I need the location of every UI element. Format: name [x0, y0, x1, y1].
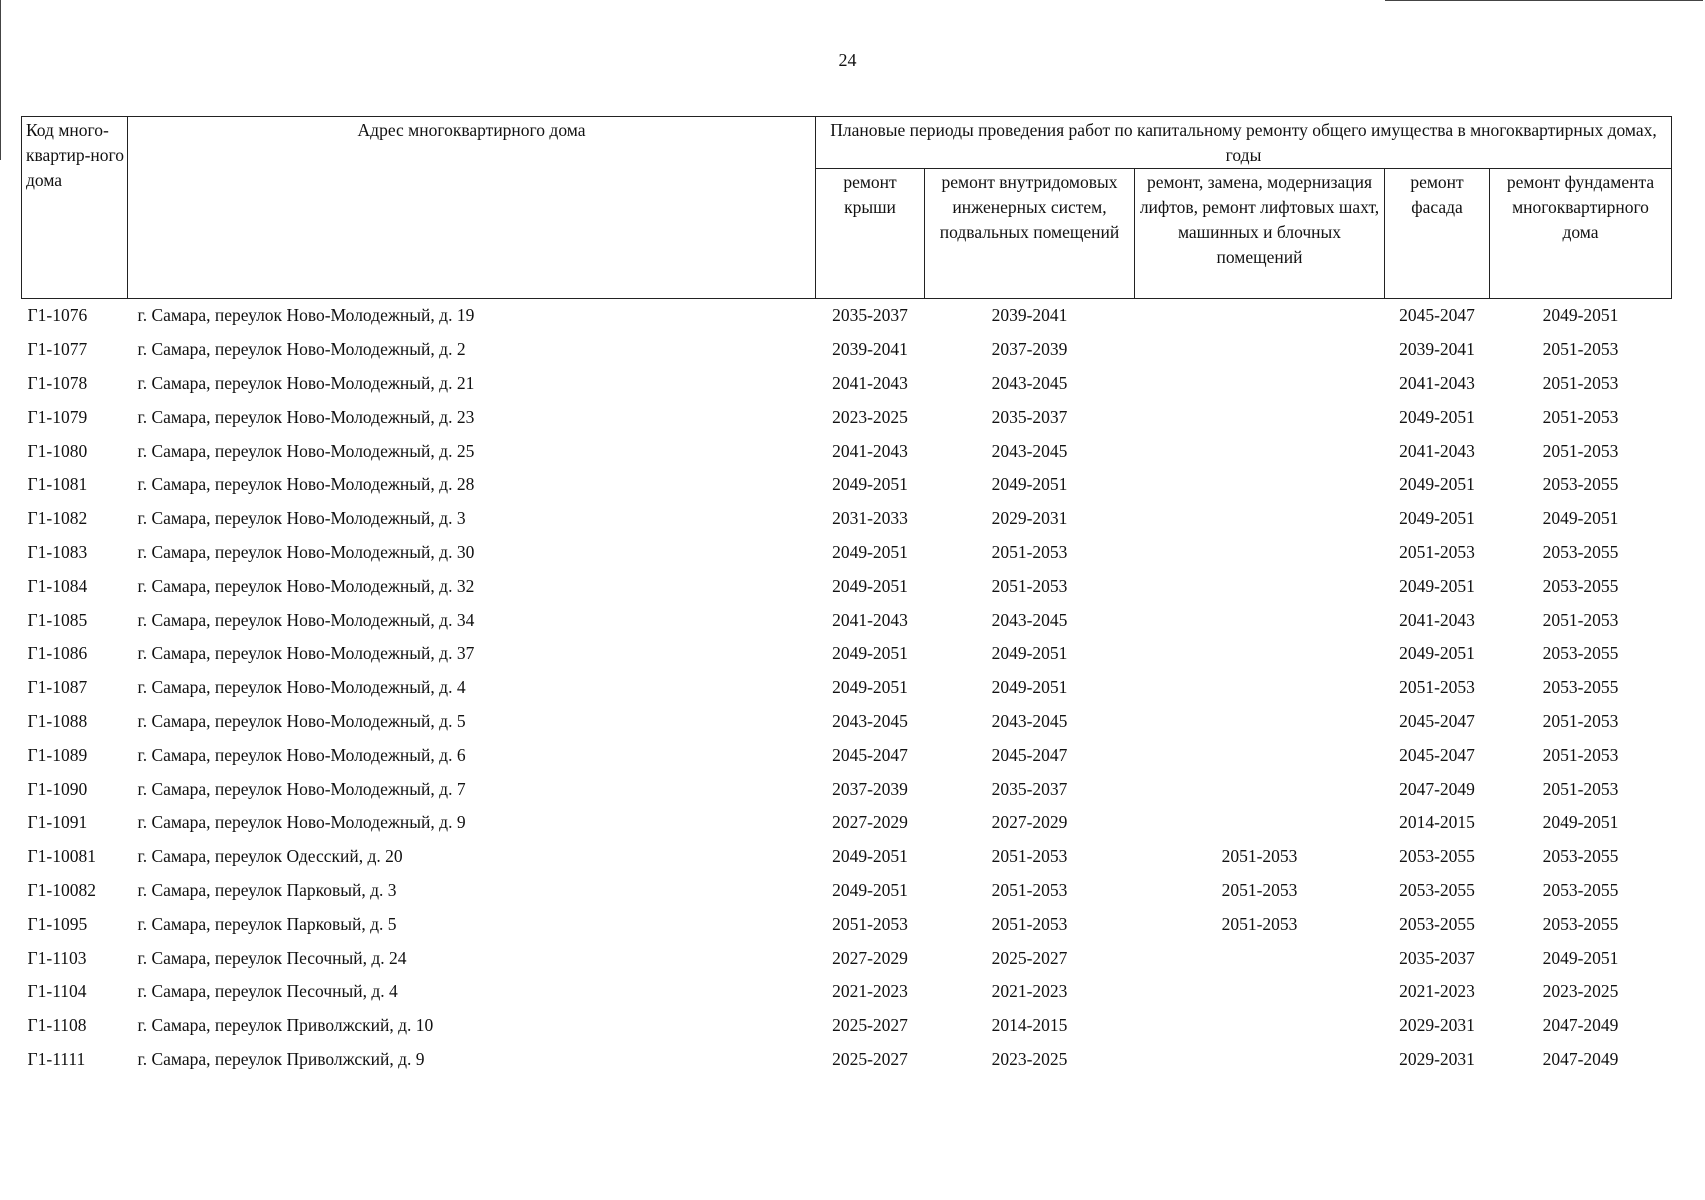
- table-row: [22, 671, 1672, 705]
- cell-roof: 2041-2043: [832, 609, 908, 630]
- cell-address: г. Самара, переулок Ново-Молодежный, д. 23: [137, 406, 475, 427]
- cell-address: г. Самара, переулок Приволжский, д. 10: [137, 1015, 434, 1036]
- cell-foundation: 2053-2055: [1542, 677, 1619, 698]
- cell-roof: 2021-2023: [832, 981, 908, 1002]
- cell-foundation: 2049-2051: [1542, 305, 1619, 326]
- cell-address: г. Самара, переулок Ново-Молодежный, д. 6: [137, 744, 466, 765]
- cell-code: Г1-1081: [27, 474, 88, 495]
- cell-roof: 2025-2027: [832, 1015, 908, 1036]
- cell-facade: 2053-2055: [1399, 913, 1475, 934]
- cell-code: Г1-1080: [27, 440, 88, 461]
- cell-roof: 2027-2029: [832, 812, 908, 833]
- cell-code: Г1-1077: [27, 339, 88, 360]
- cell-address: г. Самара, переулок Песочный, д. 4: [137, 981, 398, 1002]
- cell-systems: 2051-2053: [991, 575, 1068, 596]
- table-row: [22, 1043, 1672, 1077]
- cell-systems: 2051-2053: [991, 913, 1068, 934]
- cell-lifts: [1135, 738, 1385, 772]
- cell-code: Г1-1079: [27, 406, 88, 427]
- cell-lifts: [1135, 502, 1385, 536]
- table-row: [22, 502, 1672, 536]
- cell-systems: 2039-2041: [991, 305, 1068, 326]
- cell-systems: 2043-2045: [991, 372, 1068, 393]
- cell-address: г. Самара, переулок Ново-Молодежный, д. 37: [137, 643, 475, 664]
- cell-lifts: [1135, 637, 1385, 671]
- cell-facade: 2045-2047: [1399, 710, 1475, 731]
- cell-foundation: 2051-2053: [1542, 778, 1619, 799]
- table-row: [22, 333, 1672, 367]
- cell-facade: 2049-2051: [1399, 508, 1475, 529]
- cell-roof: 2043-2045: [832, 710, 908, 731]
- capital-repair-schedule-table: [21, 116, 1672, 1076]
- cell-lifts: [1135, 603, 1385, 637]
- header-systems: ремонт внутридомовых инженерных систем, подвальных помещений: [925, 169, 1135, 299]
- cell-address: г. Самара, переулок Ново-Молодежный, д. 5: [137, 710, 466, 731]
- cell-roof: 2049-2051: [832, 541, 908, 562]
- cell-code: Г1-1085: [27, 609, 88, 630]
- cell-facade: 2051-2053: [1399, 677, 1475, 698]
- cell-facade: 2049-2051: [1399, 575, 1475, 596]
- cell-lifts: [1135, 569, 1385, 603]
- cell-lifts: [1135, 671, 1385, 705]
- cell-foundation: 2051-2053: [1542, 609, 1619, 630]
- cell-address: г. Самара, переулок Парковый, д. 3: [137, 879, 397, 900]
- header-periods-group: Плановые периоды проведения работ по капитальному ремонту общего имущества в многоквартирных домах, годы: [816, 117, 1672, 169]
- cell-facade: 2049-2051: [1399, 474, 1475, 495]
- table-row: [22, 806, 1672, 840]
- cell-code: Г1-1108: [27, 1015, 87, 1036]
- cell-foundation: 2049-2051: [1542, 947, 1619, 968]
- cell-facade: 2051-2053: [1399, 541, 1475, 562]
- cell-roof: 2023-2025: [832, 406, 908, 427]
- cell-lifts: [1135, 1043, 1385, 1077]
- cell-address: г. Самара, переулок Ново-Молодежный, д. 7: [137, 778, 466, 799]
- cell-code: Г1-1083: [27, 541, 88, 562]
- cell-roof: 2049-2051: [832, 677, 908, 698]
- table-row: [22, 637, 1672, 671]
- cell-systems: 2045-2047: [991, 744, 1068, 765]
- cell-address: г. Самара, переулок Приволжский, д. 9: [137, 1048, 425, 1069]
- cell-systems: 2025-2027: [991, 947, 1068, 968]
- cell-facade: 2041-2043: [1399, 609, 1475, 630]
- cell-address: г. Самара, переулок Ново-Молодежный, д. 4: [137, 677, 466, 698]
- cell-facade: 2047-2049: [1399, 778, 1475, 799]
- table-row: [22, 705, 1672, 739]
- table-row: [22, 907, 1672, 941]
- header-lifts: ремонт, замена, модернизация лифтов, ремонт лифтовых шахт, машинных и блочных помещений: [1135, 169, 1385, 299]
- cell-facade: 2029-2031: [1399, 1015, 1475, 1036]
- cell-foundation: 2051-2053: [1542, 744, 1619, 765]
- cell-systems: 2027-2029: [991, 812, 1068, 833]
- cell-lifts: [1135, 299, 1385, 333]
- table-row: [22, 738, 1672, 772]
- scan-edge-top-right: [1385, 0, 1703, 1]
- table-body: [22, 299, 1672, 1077]
- cell-foundation: 2053-2055: [1542, 541, 1619, 562]
- cell-systems: 2035-2037: [991, 406, 1068, 427]
- cell-code: Г1-10082: [27, 879, 96, 900]
- cell-lifts: [1135, 536, 1385, 570]
- cell-code: Г1-1090: [27, 778, 88, 799]
- cell-lifts: [1135, 367, 1385, 401]
- cell-roof: 2051-2053: [832, 913, 908, 934]
- cell-foundation: 2051-2053: [1542, 440, 1619, 461]
- table-row: [22, 434, 1672, 468]
- table-row: [22, 772, 1672, 806]
- table-row: [22, 941, 1672, 975]
- cell-address: г. Самара, переулок Ново-Молодежный, д. 30: [137, 541, 475, 562]
- cell-address: г. Самара, переулок Ново-Молодежный, д. 3: [137, 508, 466, 529]
- cell-roof: 2045-2047: [832, 744, 908, 765]
- cell-systems: 2043-2045: [991, 609, 1068, 630]
- cell-facade: 2049-2051: [1399, 643, 1475, 664]
- cell-systems: 2049-2051: [991, 643, 1068, 664]
- cell-address: г. Самара, переулок Ново-Молодежный, д. 32: [137, 575, 475, 596]
- cell-facade: 2029-2031: [1399, 1048, 1475, 1069]
- cell-systems: 2051-2053: [991, 879, 1068, 900]
- cell-roof: 2049-2051: [832, 474, 908, 495]
- cell-systems: 2043-2045: [991, 710, 1068, 731]
- table-row: [22, 874, 1672, 908]
- cell-lifts: [1135, 941, 1385, 975]
- page-number: 24: [838, 50, 857, 70]
- cell-address: г. Самара, переулок Одесский, д. 20: [137, 846, 403, 867]
- cell-foundation: 2053-2055: [1542, 643, 1619, 664]
- cell-foundation: 2023-2025: [1542, 981, 1619, 1002]
- table-row: [22, 367, 1672, 401]
- cell-code: Г1-1111: [27, 1048, 86, 1069]
- cell-lifts: [1135, 400, 1385, 434]
- cell-roof: 2025-2027: [832, 1048, 908, 1069]
- cell-roof: 2037-2039: [832, 778, 908, 799]
- cell-facade: 2021-2023: [1399, 981, 1475, 1002]
- header-foundation: ремонт фундамента многоквартирного дома: [1490, 169, 1672, 299]
- cell-roof: 2035-2037: [832, 305, 908, 326]
- cell-code: Г1-1091: [27, 812, 88, 833]
- header-address: Адрес многоквартирного дома: [128, 117, 816, 299]
- table-row: [22, 536, 1672, 570]
- cell-foundation: 2051-2053: [1542, 406, 1619, 427]
- cell-foundation: 2053-2055: [1542, 474, 1619, 495]
- cell-foundation: 2053-2055: [1542, 575, 1619, 596]
- cell-code: Г1-1103: [27, 947, 87, 968]
- cell-facade: 2053-2055: [1399, 846, 1475, 867]
- cell-roof: 2041-2043: [832, 372, 908, 393]
- cell-systems: 2023-2025: [991, 1048, 1068, 1069]
- cell-address: г. Самара, переулок Ново-Молодежный, д. 2: [137, 339, 466, 360]
- cell-systems: 2051-2053: [991, 846, 1068, 867]
- cell-lifts: [1135, 333, 1385, 367]
- header-roof: ремонт крыши: [816, 169, 925, 299]
- cell-systems: 2049-2051: [991, 474, 1068, 495]
- scan-edge-left: [0, 0, 1, 160]
- cell-lifts: [1135, 468, 1385, 502]
- cell-roof: 2049-2051: [832, 846, 908, 867]
- cell-lifts: [1135, 434, 1385, 468]
- cell-roof: 2031-2033: [832, 508, 908, 529]
- cell-facade: 2045-2047: [1399, 305, 1475, 326]
- cell-foundation: 2049-2051: [1542, 812, 1619, 833]
- cell-lifts: [1135, 806, 1385, 840]
- table-row: [22, 468, 1672, 502]
- cell-foundation: 2051-2053: [1542, 710, 1619, 731]
- cell-lifts: 2051-2053: [1221, 879, 1298, 900]
- cell-code: Г1-1095: [27, 913, 88, 934]
- cell-systems: 2043-2045: [991, 440, 1068, 461]
- cell-facade: 2014-2015: [1399, 812, 1475, 833]
- cell-code: Г1-1089: [27, 744, 88, 765]
- cell-code: Г1-10081: [27, 846, 96, 867]
- cell-facade: 2041-2043: [1399, 440, 1475, 461]
- cell-facade: 2049-2051: [1399, 406, 1475, 427]
- cell-address: г. Самара, переулок Ново-Молодежный, д. 25: [137, 440, 475, 461]
- table-row: [22, 569, 1672, 603]
- cell-code: Г1-1088: [27, 710, 88, 731]
- cell-roof: 2041-2043: [832, 440, 908, 461]
- cell-foundation: 2047-2049: [1542, 1015, 1619, 1036]
- cell-foundation: 2053-2055: [1542, 913, 1619, 934]
- cell-facade: 2035-2037: [1399, 947, 1475, 968]
- table-row: [22, 1009, 1672, 1043]
- table-row: [22, 975, 1672, 1009]
- cell-foundation: 2047-2049: [1542, 1048, 1619, 1069]
- cell-facade: 2045-2047: [1399, 744, 1475, 765]
- cell-address: г. Самара, переулок Ново-Молодежный, д. 9: [137, 812, 466, 833]
- cell-lifts: [1135, 1009, 1385, 1043]
- cell-systems: 2014-2015: [991, 1015, 1068, 1036]
- cell-roof: 2039-2041: [832, 339, 908, 360]
- cell-systems: 2049-2051: [991, 677, 1068, 698]
- cell-address: г. Самара, переулок Ново-Молодежный, д. 28: [137, 474, 475, 495]
- cell-lifts: 2051-2053: [1221, 846, 1298, 867]
- cell-code: Г1-1084: [27, 575, 88, 596]
- cell-facade: 2039-2041: [1399, 339, 1475, 360]
- cell-address: г. Самара, переулок Парковый, д. 5: [137, 913, 397, 934]
- cell-systems: 2037-2039: [991, 339, 1068, 360]
- cell-code: Г1-1086: [27, 643, 88, 664]
- cell-roof: 2049-2051: [832, 643, 908, 664]
- header-code: Код много-квартир-ного дома: [22, 117, 128, 299]
- cell-lifts: [1135, 975, 1385, 1009]
- table-row: [22, 299, 1672, 333]
- table-row: [22, 603, 1672, 637]
- cell-systems: 2051-2053: [991, 541, 1068, 562]
- cell-facade: 2041-2043: [1399, 372, 1475, 393]
- cell-foundation: 2051-2053: [1542, 372, 1619, 393]
- cell-lifts: 2051-2053: [1221, 913, 1298, 934]
- table-row: [22, 840, 1672, 874]
- cell-foundation: 2051-2053: [1542, 339, 1619, 360]
- cell-code: Г1-1104: [27, 981, 87, 1002]
- cell-systems: 2021-2023: [991, 981, 1068, 1002]
- cell-roof: 2049-2051: [832, 879, 908, 900]
- cell-lifts: [1135, 705, 1385, 739]
- table-row: [22, 400, 1672, 434]
- cell-code: Г1-1087: [27, 677, 88, 698]
- cell-foundation: 2049-2051: [1542, 508, 1619, 529]
- cell-foundation: 2053-2055: [1542, 879, 1619, 900]
- cell-foundation: 2053-2055: [1542, 846, 1619, 867]
- header-facade: ремонт фасада: [1385, 169, 1490, 299]
- cell-roof: 2027-2029: [832, 947, 908, 968]
- cell-facade: 2053-2055: [1399, 879, 1475, 900]
- cell-code: Г1-1082: [27, 508, 88, 529]
- cell-address: г. Самара, переулок Песочный, д. 24: [137, 947, 407, 968]
- cell-code: Г1-1078: [27, 372, 88, 393]
- cell-lifts: [1135, 772, 1385, 806]
- cell-roof: 2049-2051: [832, 575, 908, 596]
- cell-address: г. Самара, переулок Ново-Молодежный, д. 19: [137, 305, 475, 326]
- cell-address: г. Самара, переулок Ново-Молодежный, д. 34: [137, 609, 475, 630]
- cell-address: г. Самара, переулок Ново-Молодежный, д. 21: [137, 372, 475, 393]
- cell-code: Г1-1076: [27, 305, 88, 326]
- cell-systems: 2035-2037: [991, 778, 1068, 799]
- cell-systems: 2029-2031: [991, 508, 1068, 529]
